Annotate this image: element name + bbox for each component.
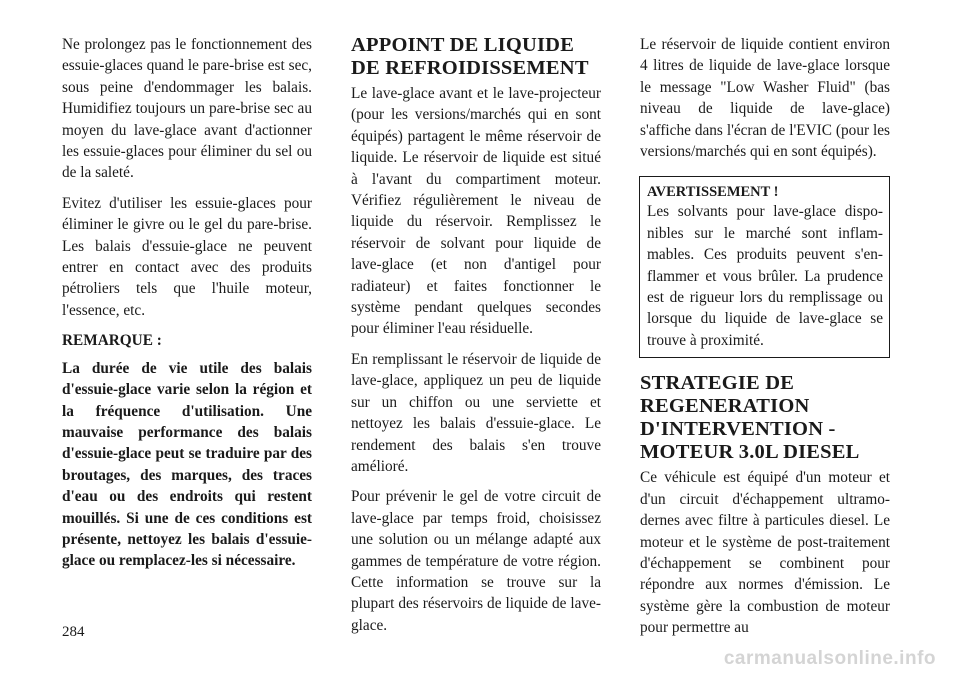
warning-text: Les solvants pour lave-glace disponibles sur le marché sont inflammables. Ces produits peuvent s'enflammer et vous brûler. La prudence est de rigueur lors du remplissage ou lorsque du liquide de lave-glace se trouve à proximité. <box>647 203 883 349</box>
paragraph-washer-fill: En remplissant le réservoir de liquide de lave-glace, appliquez un peu de liquide sur un chiffon ou une serviette et nettoyez les balais d'essuie-glace. Le rendement des balais s'en trouve amélioré. <box>351 350 601 475</box>
paragraph-wiper-frost: Evitez d'utiliser les essuie-glaces pour éliminer le givre ou le gel du pare-brise. Les balais d'essuie-glace ne peuvent entrer en contact avec des produits pétroliers tels que l'huile moteur, l'essence, etc. <box>62 194 312 319</box>
column-right <box>640 34 890 648</box>
paragraph-washer-reservoir: Le lave-glace avant et le lave-projecteur (pour les versions/marchés qui en sont équipés) partagent le même réservoir de liquide. Le réservoir de liquide est situé à l'avant du compartiment moteur. Vérifiez régulièrement le niveau de liquide du réservoir. Remplissez le réservoir de solvant pour liquide de lave-glace (et non d'antigel pour radiateur) et faites fonctionner le système pendant quelques secondes pour éliminer l'eau résiduelle. <box>351 85 601 338</box>
column-middle <box>351 34 601 645</box>
paragraph-reservoir-capacity: Le réservoir de liquide contient environ 4 litres de liquide de lave-glace lorsque le message "Low Washer Fluid" (bas niveau de liquide de lave-glace) s'affiche dans l'écran de l'EVIC (pour les versions/marchés qui en sont équipés). <box>640 36 890 161</box>
remark-text: La durée de vie utile des balais d'essuie-glace varie selon la région et la fréquence d'utilisation. Une mauvaise performance des balais d'essuie-glace peut se traduire par des broutages, des marques, des traces d'eau ou des endroits qui restent mouillés. Si une de ces conditions est présente, nettoyez les balais d'essuie-glace ou remplacez-les si nécessaire. <box>62 359 312 570</box>
paragraph-washer-freeze: Pour prévenir le gel de votre circuit de lave-glace par temps froid, choisissez une solution ou un mélange adapté aux gammes de température de votre région. Cette information se trouve sur la plupart des réservoirs de liquide de lave-glace. <box>351 488 601 634</box>
remark-label: REMARQUE : <box>62 332 162 350</box>
section-heading-coolant: APPOINT DE LIQUIDE DE REFROIDISSEMENT <box>351 34 589 79</box>
warning-box <box>639 176 890 358</box>
paragraph-wiper-dry-use: Ne prolongez pas le fonctionnement des essuie-glaces quand le pare-brise est sec, sous peine d'endommager les balais. Humidifiez toujours un pare-brise sec au moyen du lave-glace avant d'actionner les essuie-glaces pour éliminer du sel ou de la saleté. <box>62 36 312 182</box>
page-number: 284 <box>62 624 85 640</box>
paragraph-diesel-engine: Ce véhicule est équipé d'un moteur et d'un circuit d'échappement ultramodernes avec filtre à particules diesel. Le moteur et le système de post-traitement d'échappement se combinent pour répondre aux normes d'émission. Le système gère la combustion de moteur pour permettre au <box>640 469 890 637</box>
column-left <box>62 34 312 581</box>
section-heading-regeneration: STRATEGIE DE REGENERATION D'INTERVENTION - MOTEUR 3.0L DIESEL <box>640 372 860 464</box>
watermark: carmanualsonline.info <box>723 648 936 669</box>
warning-title: AVERTISSEMENT ! <box>647 184 779 201</box>
